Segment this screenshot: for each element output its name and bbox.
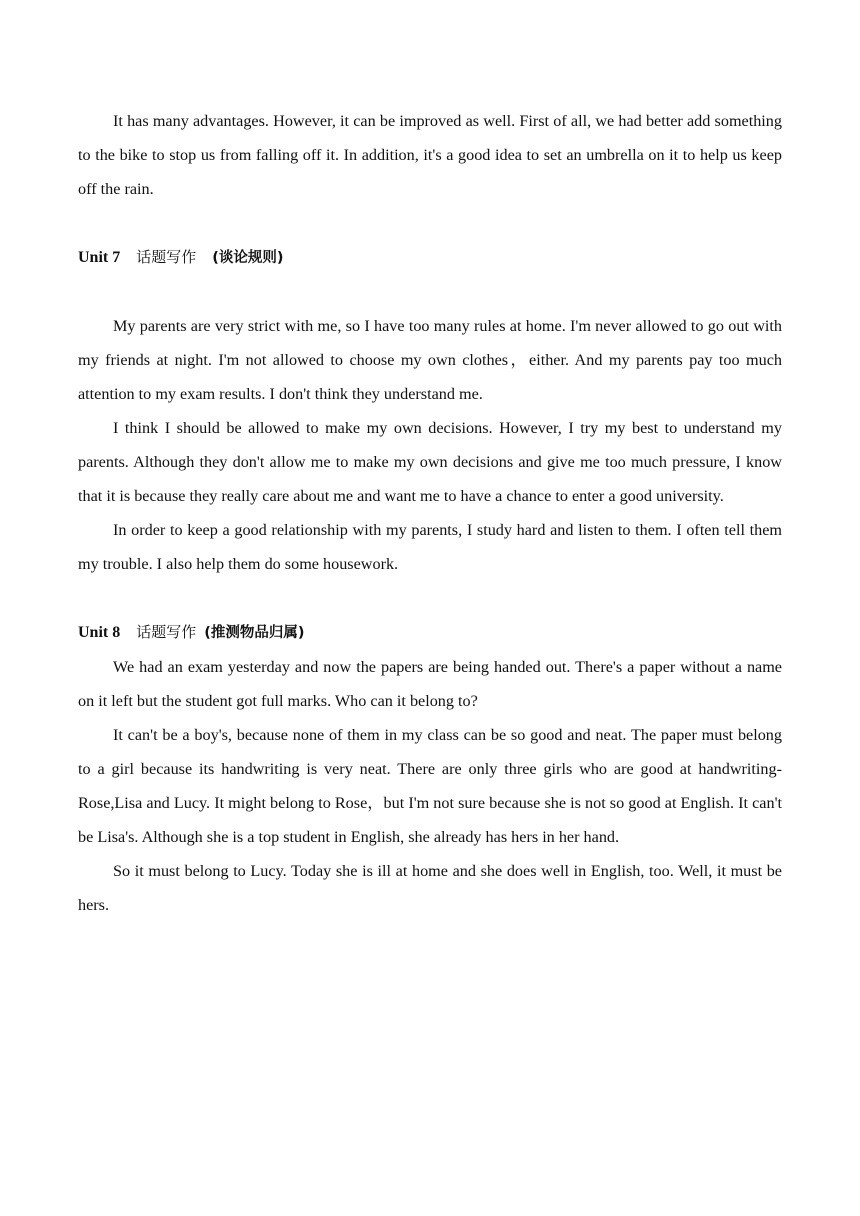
spacer bbox=[78, 275, 782, 309]
unit7-paragraph-3: In order to keep a good relationship with my parents, I study hard and listen to them. I often tell them my trouble. I also help them do some housework. bbox=[78, 521, 782, 573]
unit7-topic: 话题写作 bbox=[136, 248, 197, 266]
unit8-heading bbox=[78, 615, 782, 650]
unit8-paragraph-3: So it must belong to Lucy. Today she is ill at home and she does well in English, too. Well, it must be hers. bbox=[78, 862, 782, 914]
unit7-paragraph-1: My parents are very strict with me, so I have too many rules at home. I'm never allowed to go out with my friends at night. I'm not allowed to choose my own clothes，either. And my parents pay too much attention to my exam results. I don't think they understand me. bbox=[78, 317, 782, 403]
document-page bbox=[78, 104, 782, 922]
unit8-paragraph-1: We had an exam yesterday and now the papers are being handed out. There's a paper without a name on it left but the student got full marks. Who can it belong to? bbox=[78, 658, 782, 710]
unit8-subtitle: (推测物品归属) bbox=[204, 625, 305, 641]
unit8-paragraph-2: It can't be a boy's, because none of them in my class can be so good and neat. The paper must belong to a girl because its handwriting is very neat. There are only three girls who are good at handwriting-Rose,Lisa and Lucy. It might belong to Rose，but I'm not sure because she is not so good at English. It can't be Lisa's. Although she is a top student in English, she already has hers in her hand. bbox=[78, 726, 782, 846]
unit8-topic: 话题写作 bbox=[136, 623, 197, 641]
spacer bbox=[78, 581, 782, 615]
unit7-subtitle: (谈论规则) bbox=[212, 250, 284, 266]
unit7-heading bbox=[78, 240, 782, 275]
unit7-paragraph-2: I think I should be allowed to make my own decisions. However, I try my best to understand my parents. Although they don't allow me to make my own decisions and give me too much pressure, I know that it is because they really care about me and want me to have a chance to enter a good university. bbox=[78, 419, 782, 505]
spacer bbox=[78, 206, 782, 240]
unit7-label: Unit 7 bbox=[78, 249, 121, 266]
unit8-label: Unit 8 bbox=[78, 624, 121, 641]
intro-paragraph-1: It has many advantages. However, it can be improved as well. First of all, we had better add something to the bike to stop us from falling off it. In addition, it's a good idea to set an umbrella on it to help us keep off the rain. bbox=[78, 112, 782, 198]
